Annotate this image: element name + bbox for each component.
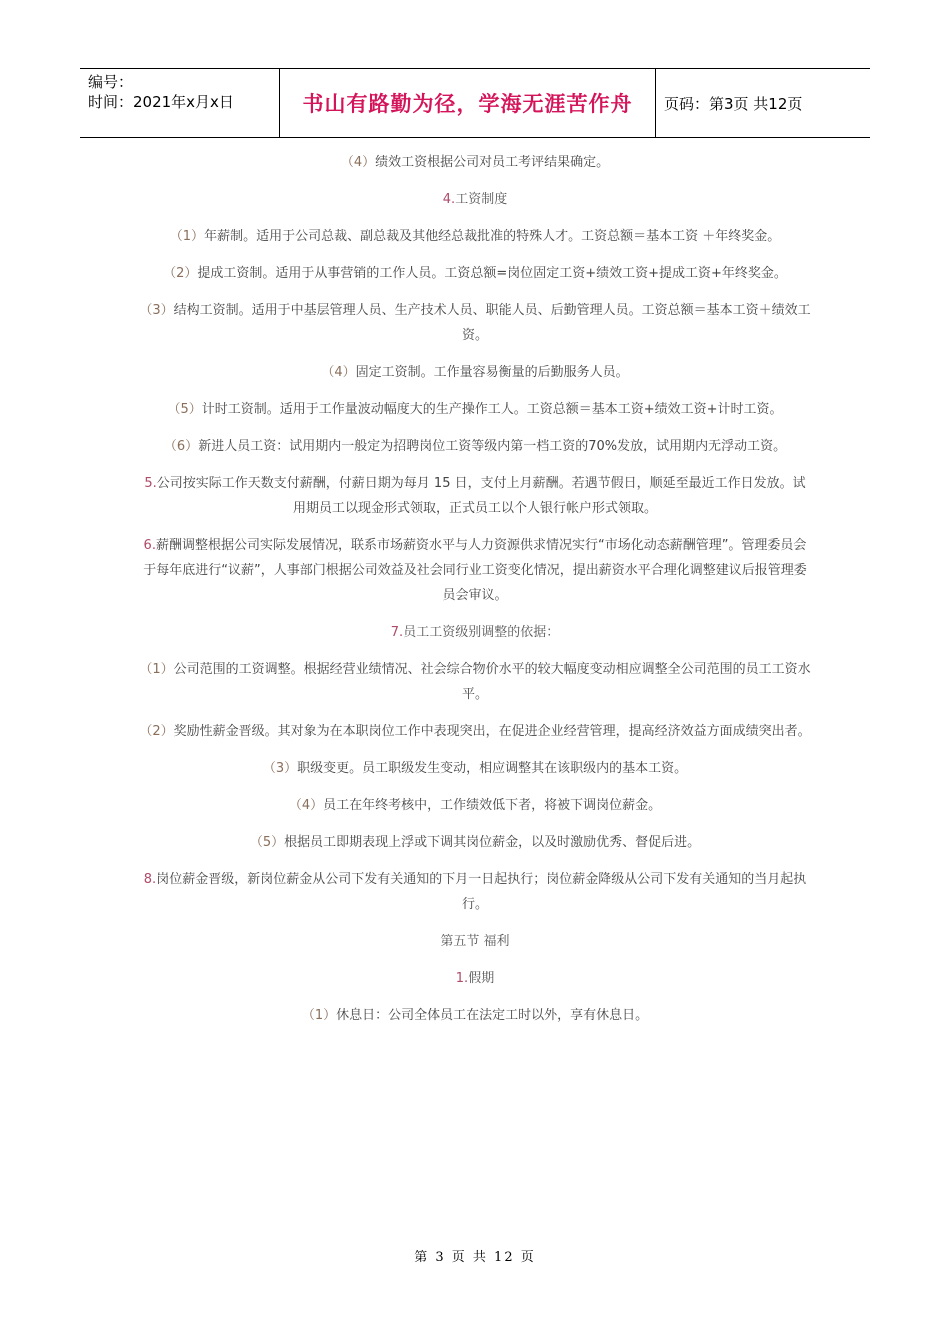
paragraph xyxy=(138,830,812,855)
header-meta xyxy=(80,69,280,137)
paragraph xyxy=(138,867,812,917)
paragraph-lead: （5） xyxy=(167,402,202,417)
number-label: 编号： xyxy=(88,73,134,91)
paragraph-text: 公司按实际工作天数支付薪酬，付薪日期为每月 15 日，支付上月薪酬。若遇节假日，顺延至最近工作日发放。试用期员工以现金形式领取，正式员工以个人银行帐户形式领取。 xyxy=(156,476,806,516)
paragraph xyxy=(138,657,812,707)
page-footer: 第 3 页 共 12 页 xyxy=(414,1250,536,1265)
paragraph xyxy=(138,471,812,521)
paragraph-lead: （5） xyxy=(249,835,285,850)
paragraph-lead: （4） xyxy=(340,155,376,170)
paragraph-text: 工资制度 xyxy=(455,192,508,207)
paragraph xyxy=(138,1003,812,1028)
paragraph-lead: （3） xyxy=(262,761,298,776)
paragraph-text: 奖励性薪金晋级。其对象为在本职岗位工作中表现突出，在促进企业经营管理，提高经济效益方面成绩突出者。 xyxy=(173,724,811,739)
paragraph-lead: （1） xyxy=(139,662,174,677)
paragraph-text: 假期 xyxy=(468,971,495,986)
paragraph-text: 第五节 福利 xyxy=(440,934,510,949)
paragraph-text: 岗位薪金晋级，新岗位薪金从公司下发有关通知的下月一日起执行；岗位薪金降级从公司下发有关通知的当月起执行。 xyxy=(156,872,807,912)
paragraph-lead: （6） xyxy=(163,439,199,454)
document-body xyxy=(138,150,812,1040)
paragraph-text: 公司范围的工资调整。根据经营业绩情况、社会综合物价水平的较大幅度变动相应调整全公司范围的员工工资水平。 xyxy=(173,662,811,702)
paragraph-lead: 4. xyxy=(442,192,456,207)
section-heading xyxy=(138,929,812,954)
section-heading xyxy=(138,966,812,991)
paragraph xyxy=(138,298,812,348)
paragraph-text: 计时工资制。适用于工作量波动幅度大的生产操作工人。工资总额＝基本工资+绩效工资+计时工资。 xyxy=(201,402,783,417)
paragraph-text: 新进人员工资：试用期内一般定为招聘岗位工资等级内第一档工资的70%发放，试用期内无浮动工资。 xyxy=(198,439,787,454)
paragraph-lead: 7. xyxy=(390,625,404,640)
paragraph-text: 员工工资级别调整的依据： xyxy=(403,625,560,640)
paragraph xyxy=(138,434,812,459)
section-heading xyxy=(138,620,812,645)
paragraph xyxy=(138,756,812,781)
paragraph-lead: 1. xyxy=(455,971,469,986)
paragraph-lead: （1） xyxy=(301,1008,337,1023)
paragraph xyxy=(138,533,812,608)
paragraph-text: 根据员工即期表现上浮或下调其岗位薪金，以及时激励优秀、督促后进。 xyxy=(284,835,701,850)
paragraph-lead: （4） xyxy=(321,365,356,380)
paragraph-text: 固定工资制。工作量容易衡量的后勤服务人员。 xyxy=(355,365,629,380)
paragraph-text: 休息日：公司全体员工在法定工时以外，享有休息日。 xyxy=(336,1008,649,1023)
paragraph-lead: （1） xyxy=(169,229,205,244)
paragraph xyxy=(138,224,812,249)
section-heading xyxy=(138,187,812,212)
paragraph xyxy=(138,397,812,422)
paragraph-text: 员工在年终考核中，工作绩效低下者，将被下调岗位薪金。 xyxy=(323,798,662,813)
paragraph xyxy=(138,719,812,744)
header-page-code: 页码：第3页 共12页 xyxy=(664,94,803,113)
paragraph-lead: 8. xyxy=(143,872,157,887)
paragraph-text: 年薪制。适用于公司总裁、副总裁及其他经总裁批准的特殊人才。工资总额＝基本工资 ＋年终奖金。 xyxy=(204,229,781,244)
paragraph xyxy=(138,360,812,385)
paragraph-lead: （4） xyxy=(288,798,324,813)
time-label: 时间：2021年x月x日 xyxy=(88,93,234,111)
paragraph-lead: 5. xyxy=(144,476,157,491)
paragraph-lead: （3） xyxy=(139,303,174,318)
paragraph xyxy=(138,261,812,286)
paragraph-text: 提成工资制。适用于从事营销的工作人员。工资总额=岗位固定工资+绩效工资+提成工资+年终奖金。 xyxy=(197,266,787,281)
paragraph-text: 绩效工资根据公司对员工考评结果确定。 xyxy=(375,155,610,170)
header-motto: 书山有路勤为径，学海无涯苦作舟 xyxy=(280,69,656,137)
document-header xyxy=(80,68,870,138)
paragraph-text: 职级变更。员工职级发生变动，相应调整其在该职级内的基本工资。 xyxy=(297,761,688,776)
paragraph xyxy=(138,793,812,818)
paragraph-text: 结构工资制。适用于中基层管理人员、生产技术人员、职能人员、后勤管理人员。工资总额＝基本工资＋绩效工资。 xyxy=(173,303,811,343)
paragraph-lead: 6. xyxy=(143,538,156,553)
paragraph xyxy=(138,150,812,175)
paragraph-lead: （2） xyxy=(139,724,174,739)
paragraph-lead: （2） xyxy=(163,266,198,281)
paragraph-text: 薪酬调整根据公司实际发展情况，联系市场薪资水平与人力资源供求情况实行“市场化动态薪酬管理”。管理委员会于每年底进行“议薪”，人事部门根据公司效益及社会同行业工资变化情况，提出薪资水平合理化调整建议后报管理委员会审议。 xyxy=(143,538,807,603)
